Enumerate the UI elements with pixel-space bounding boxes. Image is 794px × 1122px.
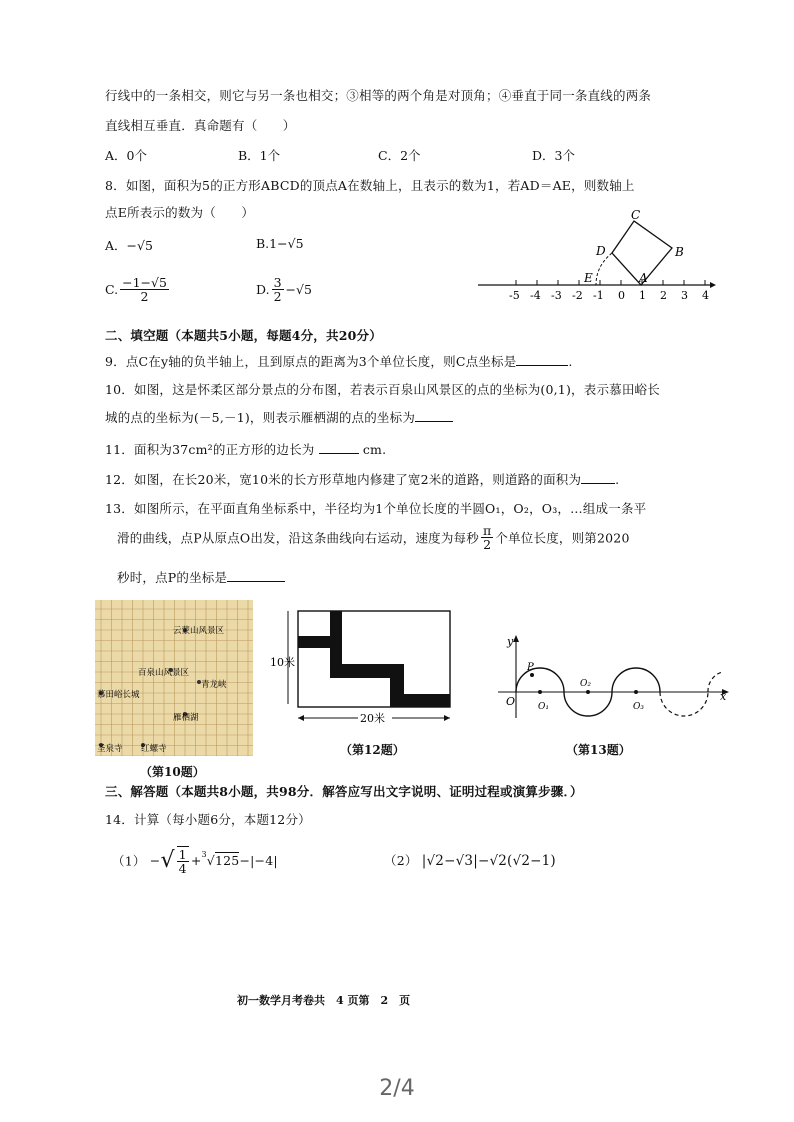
q8-option-c-denominator: 2 <box>140 289 149 305</box>
q8-option-c <box>105 276 171 303</box>
q8-option-d-fraction <box>272 276 284 303</box>
p-label: P <box>527 662 534 673</box>
number-line-arrow <box>710 282 716 288</box>
o3-label: O₃ <box>633 702 644 712</box>
height-label: 10米 <box>270 656 295 669</box>
curve-dashed-2 <box>708 672 722 692</box>
q9-stem: 9．点C在y轴的负半轴上，且到原点的距离为3个单位长度，则C点坐标是 <box>105 354 517 369</box>
q13-speed-fraction <box>481 524 493 551</box>
q14-part2-label: （2） <box>384 853 418 868</box>
sqrt-fraction <box>177 846 189 875</box>
q10-line2 <box>105 408 453 426</box>
q13-fraction-denominator: 2 <box>483 537 492 553</box>
q8-option-b-label: B. <box>256 236 270 251</box>
point-o1 <box>538 690 542 694</box>
q11-answer-blank[interactable] <box>319 442 359 454</box>
q7-option-d: D．3个 <box>532 148 575 163</box>
page-footer: 初一数学月考卷共 4 页第 2 页 <box>237 994 411 1007</box>
q13-stem-end: 秒时，点P的坐标是 <box>117 570 228 585</box>
tick-label: -2 <box>572 289 583 302</box>
width-arrow-left <box>298 715 304 721</box>
q8-line2: 点E所表示的数为（ ） <box>105 205 255 220</box>
q7-line2: 直线相互垂直．真命题有（ ） <box>105 118 296 133</box>
q11-text <box>105 440 386 458</box>
q9-text: 9．点C在y轴的负半轴上，且到原点的距离为3个单位长度，则C点坐标是 . <box>105 354 573 369</box>
q7-option-c: C．2个 <box>378 148 421 163</box>
q13-line2-start: 滑的曲线，点P从原点O出发，沿这条曲线向右运动，速度为每秒 <box>117 530 479 546</box>
q12-answer-blank[interactable] <box>581 472 615 484</box>
q14-part2-expression: |√2−√3|−√2(√2−1) <box>421 853 556 869</box>
q13-line3 <box>117 568 285 586</box>
q13-answer-blank[interactable] <box>227 570 285 582</box>
point-p <box>530 673 534 677</box>
q8-option-b-expr: 1−√5 <box>269 236 304 251</box>
label-yanqihu: 雁栖湖 <box>173 713 199 723</box>
q10-line1: 10．如图，这是怀柔区部分景点的分布图，若表示百泉山风景区的点的坐标为(0,1)，表示慕田峪长 <box>105 382 660 397</box>
tick-label: 0 <box>618 289 625 302</box>
section2-heading: 二、填空题（本题共5小题，每题4分，共20分） <box>105 328 382 343</box>
map-background <box>95 600 253 756</box>
section3-heading: 三、解答题（本题共8小题，共98分．解答应写出文字说明、证明过程或演算步骤．） <box>105 784 583 799</box>
o2-label: O₂ <box>580 679 591 689</box>
q8-option-d-label: D. <box>256 282 270 298</box>
q14-part2 <box>384 851 556 869</box>
tick-label: -1 <box>593 289 604 302</box>
fig10-grid-map <box>95 600 253 756</box>
label-hongluosi: 红螺寺 <box>141 744 167 754</box>
tick-label: -3 <box>551 289 562 302</box>
plus-sign: + <box>190 853 202 869</box>
point-label-b: B <box>675 245 684 259</box>
sqrt-fraction-numerator: 1 <box>178 847 187 862</box>
label-qinglongxia: 青龙峡 <box>201 680 227 690</box>
label-yunmengshan: 云蒙山风景区 <box>173 626 225 636</box>
q8-square-figure <box>476 206 716 306</box>
page-indicator: 2/4 <box>379 1076 415 1101</box>
fig13-caption: （第13题） <box>566 743 631 757</box>
q8-option-c-numerator: −1−√5 <box>122 275 167 290</box>
q12-text: 12．如图，在长20米，宽10米的长方形草地内修建了宽2米的道路，则道路的面积为 . <box>105 472 620 487</box>
tick-label: 4 <box>702 289 709 302</box>
q10-answer-blank[interactable] <box>415 410 453 422</box>
q13-fraction-numerator: π <box>482 523 492 538</box>
origin-label: O <box>506 695 516 708</box>
q7-line1: 行线中的一条相交，则它与另一条也相交；③相等的两个角是对顶角；④垂直于同一条直线的两条 <box>105 88 652 103</box>
q10-stem: 城的点的坐标为(－5,－1)，则表示雁栖湖的点的坐标为 <box>105 410 416 425</box>
abs-term: −|−4| <box>239 853 278 869</box>
q14-title: 14．计算（每小题6分，本题12分） <box>105 812 311 827</box>
q12-stem: 12．如图，在长20米，宽10米的长方形草地内修建了宽2米的道路，则道路的面积为 <box>105 472 582 487</box>
q13-line2 <box>117 524 630 551</box>
label-mutianyu: 慕田峪长城 <box>97 690 140 700</box>
q7-option-b: B．1个 <box>238 148 281 163</box>
q11-stem: 11．面积为37cm²的正方形的边长为 <box>105 442 315 457</box>
tick-label: 3 <box>681 289 688 302</box>
tick-label: -4 <box>530 289 541 302</box>
q8-option-c-label: C. <box>105 282 119 298</box>
x-axis-label: x <box>720 690 727 703</box>
fig13-semicircle-curve <box>494 630 732 722</box>
q7-option-a: A．0个 <box>105 148 147 163</box>
point-label-d: D <box>596 244 606 258</box>
q11-unit: cm. <box>362 442 387 457</box>
o1-label: O₁ <box>538 702 549 712</box>
point-label-a: A <box>639 271 648 285</box>
tick-label: -5 <box>509 289 520 302</box>
minus-sign: − <box>149 853 161 869</box>
cube-root-radicand: 125 <box>214 853 240 869</box>
fig12-rectangle-road <box>268 606 458 734</box>
q8-option-a-expr: −√5 <box>126 238 153 253</box>
sqrt-fraction-denominator: 4 <box>178 861 187 877</box>
q8-line1: 8．如图，面积为5的正方形ABCD的顶点A在数轴上，且表示的数为1，若AD＝AE，则数轴上 <box>105 178 635 193</box>
fig12-caption: （第12题） <box>340 743 405 757</box>
label-baiquanshan: 百泉山风景区 <box>138 668 190 678</box>
cube-root-radical: √ <box>206 853 215 869</box>
tick-label: 2 <box>660 289 667 302</box>
sqrt-radical: √ <box>160 848 175 874</box>
q8-option-d <box>256 276 312 303</box>
curve-dashed-1 <box>660 692 708 716</box>
tick-label: 1 <box>639 289 646 302</box>
q8-option-d-numerator: 3 <box>273 275 282 290</box>
point-label-e: E <box>584 271 593 285</box>
q14-part1 <box>112 846 278 875</box>
q8-option-a-label: A． <box>105 238 127 253</box>
q8-option-d-tail: −√5 <box>285 282 312 298</box>
point-o2 <box>586 690 590 694</box>
q13-line1: 13．如图所示，在平面直角坐标系中，半径均为1个单位长度的半圆O₁，O₂，O₃，…组成一条平 <box>105 501 647 516</box>
q8-option-b <box>256 236 304 251</box>
cube-root-index: 3 <box>201 850 207 860</box>
q8-option-a <box>105 236 153 254</box>
point-label-c: C <box>631 208 641 222</box>
width-label: 20米 <box>360 712 385 725</box>
y-axis-arrow <box>513 635 519 642</box>
label-shengquansi: 圣泉寺 <box>97 744 123 754</box>
q14-part1-label: （1） <box>112 853 146 869</box>
number-line-ticks <box>509 280 709 302</box>
point-o3 <box>634 690 638 694</box>
q13-line2-end: 个单位长度，则第2020 <box>495 530 630 546</box>
q8-option-c-fraction <box>120 276 169 303</box>
fig10-caption: （第10题） <box>140 765 205 779</box>
field-rectangle <box>298 611 450 707</box>
q9-answer-blank[interactable] <box>516 354 568 366</box>
width-arrow-right <box>444 715 450 721</box>
q8-option-d-denominator: 2 <box>273 289 282 305</box>
y-axis-label: y <box>507 635 514 648</box>
